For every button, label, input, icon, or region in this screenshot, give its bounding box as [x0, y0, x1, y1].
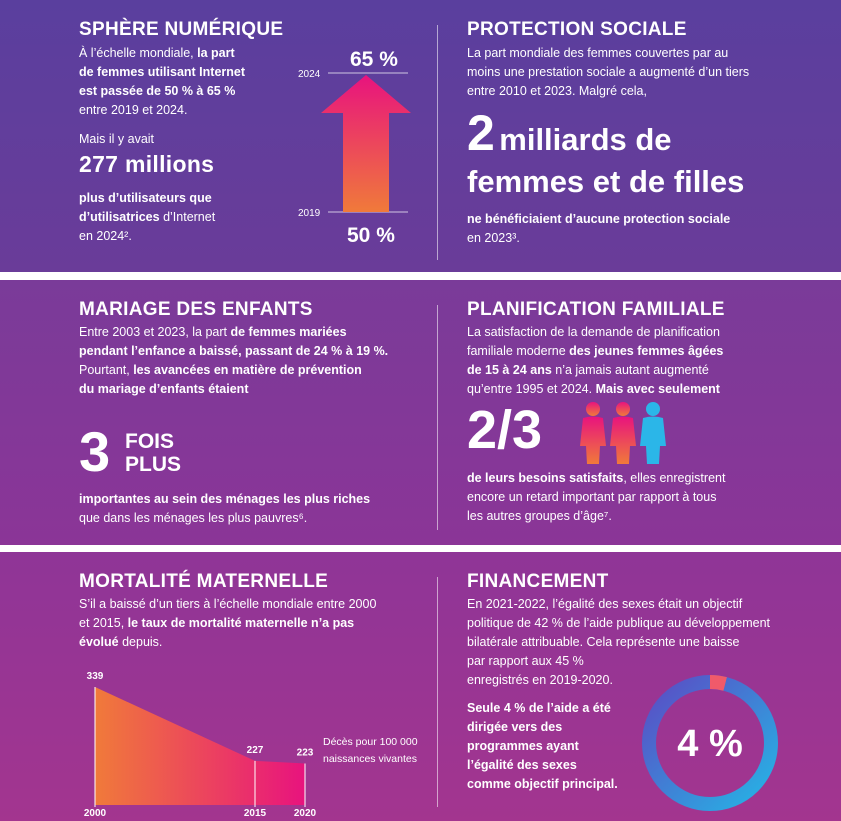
- woman-icon: [580, 402, 606, 464]
- protection-text: La part mondiale des femmes couvertes par au moins une prestation sociale a augmenté d’un tiers entre 2010 et 2023. Malgré cela,: [467, 46, 750, 98]
- band-digital-protection: [0, 0, 841, 272]
- band-maternal-financing: [0, 552, 841, 821]
- protection-big-line2: femmes et de filles: [467, 164, 745, 199]
- divider: [437, 577, 438, 807]
- maternal-text: S’il a baissé d’un tiers à l’échelle mondiale entre 2000 et 2015, le taux de mortalité maternelle n’a pas évolué depuis.: [79, 597, 377, 649]
- marriage-title: MARIAGE DES ENFANTS: [79, 299, 313, 320]
- chart-area: [95, 687, 305, 805]
- arrow-bottom-value: 50 %: [347, 224, 395, 247]
- chart-legend: Décès pour 100 000 naissances vivantes: [323, 736, 418, 765]
- arrow-up-icon: [321, 75, 411, 212]
- financing-text: En 2021-2022, l’égalité des sexes était un objectif politique de 42 % de l’aide publique au développement bilatérale attribuable. Cela représente une baisse par rapport aux 45 % enregistrés en 2019-2020.: [467, 597, 771, 687]
- marriage-text-2: importantes au sein des ménages les plus riches que dans les ménages les plus pauvres⁶.: [79, 492, 371, 525]
- arrow-graphic: [280, 40, 440, 250]
- family-text-2: de leurs besoins satisfaits, elles enregistrent encore un retard important par rapport à tous les autres groupes d’âge⁷.: [467, 471, 726, 523]
- arrow-top-value: 65 %: [350, 48, 398, 71]
- protection-text-2: ne bénéficiaient d’aucune protection sociale en 2023³.: [467, 212, 731, 245]
- protection-big-line1: 2 milliards de: [467, 105, 672, 161]
- financing-title: FINANCEMENT: [467, 571, 609, 592]
- chart-data-label: 339: [86, 671, 104, 682]
- marriage-text: Entre 2003 et 2023, la part de femmes mariées pendant l’enfance a baissé, passant de 24 % à 19 %. Pourtant, les avancées en matière de prévention du mariage d’enfants étaient: [79, 325, 389, 396]
- chart-data-label: 223: [296, 747, 314, 759]
- family-title: PLANIFICATION FAMILIALE: [467, 299, 725, 320]
- chart-x-tick-label: 2000: [83, 808, 107, 817]
- woman-icon: [640, 402, 666, 464]
- divider: [437, 25, 438, 260]
- protection-title: PROTECTION SOCIALE: [467, 19, 687, 40]
- marriage-big-number: 3: [79, 420, 111, 483]
- financing-donut: [638, 671, 782, 815]
- woman-icon: [610, 402, 636, 464]
- family-big-fraction: 2/3: [467, 400, 543, 460]
- women-icons: [578, 400, 676, 466]
- marriage-big-words: FOIS PLUS: [125, 430, 182, 476]
- donut-label: 4 %: [677, 723, 743, 765]
- digital-big-figure: 277 millions: [79, 151, 215, 177]
- family-text: La satisfaction de la demande de planification familiale moderne des jeunes femmes âgées de 15 à 24 ans n’a jamais autant augmenté qu’entre 1995 et 2024. Mais avec seulement: [467, 325, 724, 396]
- digital-text-2: Mais il y avait: [79, 132, 155, 146]
- chart-x-tick-label: 2015: [243, 808, 267, 817]
- chart-x-tick-label: 2020: [293, 808, 317, 817]
- divider: [437, 305, 438, 530]
- arrow-top-year: 2024: [298, 69, 321, 80]
- maternal-title: MORTALITÉ MATERNELLE: [79, 571, 329, 592]
- chart-data-label: 227: [246, 744, 264, 756]
- digital-text: À l’échelle mondiale, la part de femmes utilisant Internet est passée de 50 % à 65 % entre 2019 et 2024.: [79, 46, 246, 117]
- digital-title: SPHÈRE NUMÉRIQUE: [79, 19, 284, 40]
- arrow-bottom-year: 2019: [298, 208, 321, 219]
- band-marriage-family: [0, 280, 841, 545]
- financing-text-2: Seule 4 % de l’aide a été dirigée vers des programmes ayant l’égalité des sexes comme objectif principal.: [467, 701, 618, 791]
- digital-text-3: plus d’utilisateurs que d’utilisatrices d’Internet en 2024².: [79, 191, 216, 243]
